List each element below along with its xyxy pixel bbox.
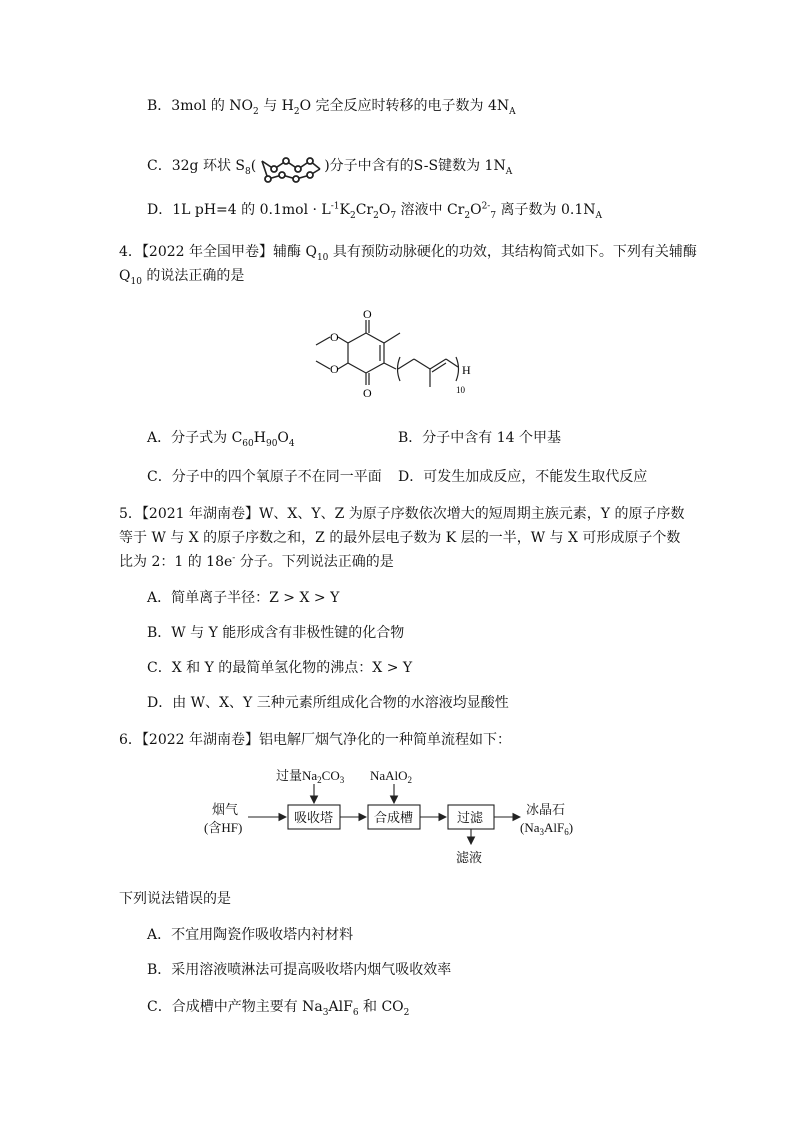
flow-product-formula: $(Na_3AlF_6)$ xyxy=(520,820,574,837)
q4-option-b: B．分子中含有 14 个甲基 xyxy=(398,430,562,446)
q4-option-c: C．分子中的四个氧原子不在同一平面 xyxy=(147,469,382,485)
q3-option-b: B．3mol 的 $NO_2$ 与 $H_2O$ 完全反应时转移的电子数为 $4N_A$ xyxy=(147,98,516,117)
q3-option-d: D．1L pH=4 的 $0.1mol \cdot L^{-1}K_2Cr_2O_7$ 溶液中 $Cr_2O^{2-}_7$ 离子数为 $0.1N_A$ xyxy=(147,201,603,221)
flow-box-filter-label: 过滤 xyxy=(457,810,484,825)
q6-option-c: C．合成槽中产物主要有 $Na_3AlF_6$ 和 $CO_2$ xyxy=(147,999,410,1018)
structure-hydrogen: H xyxy=(462,363,471,377)
q5-stem-line1: 5．【2021 年湖南卷】W、X、Y、Z 为原子序数依次增大的短周期主族元素，Y 的原子序数 xyxy=(119,506,685,522)
q4-option-d: D．可发生加成反应，不能发生取代反应 xyxy=(398,469,648,485)
q6-option-a: A．不宜用陶瓷作吸收塔内衬材料 xyxy=(147,927,354,943)
flow-input-sublabel: (含HF) xyxy=(204,820,243,835)
q5-option-d: D．由 W、X、Y 三种元素所组成化合物的水溶液均显酸性 xyxy=(147,695,509,711)
q5-option-c: C．X 和 Y 的最简单氢化物的沸点：X > Y xyxy=(147,660,413,676)
flow-reagent1-label: 过量$Na_2CO_3$ xyxy=(276,768,345,785)
flow-box-absorber-label: 吸收塔 xyxy=(294,810,334,825)
coenzyme-q10-structure xyxy=(300,305,500,405)
q6-prompt: 下列说法错误的是 xyxy=(119,891,231,907)
q3-option-c: C．32g 环状 $S_8$( )分子中含有的S-S键数为 $1N_A$ xyxy=(147,149,512,183)
q6-stem: 6．【2022 年湖南卷】铝电解厂烟气净化的一种简单流程如下： xyxy=(119,732,512,748)
structure-oxygen-bottom: O xyxy=(363,386,372,400)
structure-methoxy-o1: O xyxy=(330,330,339,344)
q5-stem-line2: 等于 W 与 X 的原子序数之和，Z 的最外层电子数为 K 层的一半，W 与 X 可形成原子个数 xyxy=(119,530,681,546)
structure-methoxy-o2: O xyxy=(330,362,339,376)
q5-option-b: B．W 与 Y 能形成含有非极性键的化合物 xyxy=(147,625,405,641)
q5-option-a: A．简单离子半径：Z > X > Y xyxy=(147,590,340,606)
s8-ring-structure xyxy=(258,149,322,183)
q4-stem-line1: 4．【2022 年全国甲卷】辅酶 $Q_{10}$ 具有预防动脉硬化的功效，其结构简式如下。下列有关辅酶 xyxy=(119,244,697,263)
flow-input-label: 烟气 xyxy=(212,802,239,817)
q4-option-a: A．分子式为 $C_{60}H_{90}O_4$ xyxy=(147,430,295,449)
flow-product-label: 冰晶石 xyxy=(526,802,566,817)
q4-stem-line2: $Q_{10}$ 的说法正确的是 xyxy=(119,268,245,287)
flow-waste-label: 滤液 xyxy=(456,850,483,865)
q6-option-b: B．采用溶液喷淋法可提高吸收塔内烟气吸收效率 xyxy=(147,962,452,978)
structure-repeat-count: 10 xyxy=(456,385,465,395)
q6-process-flow-diagram xyxy=(200,762,600,872)
flow-box-synthesis-label: 合成槽 xyxy=(374,810,414,825)
q5-stem-line3: 比为 2：1 的 18e- 分子。下列说法正确的是 xyxy=(119,553,394,570)
structure-oxygen-top: O xyxy=(363,307,372,321)
flow-reagent2-label: NaAlO$_2$ xyxy=(370,768,413,785)
